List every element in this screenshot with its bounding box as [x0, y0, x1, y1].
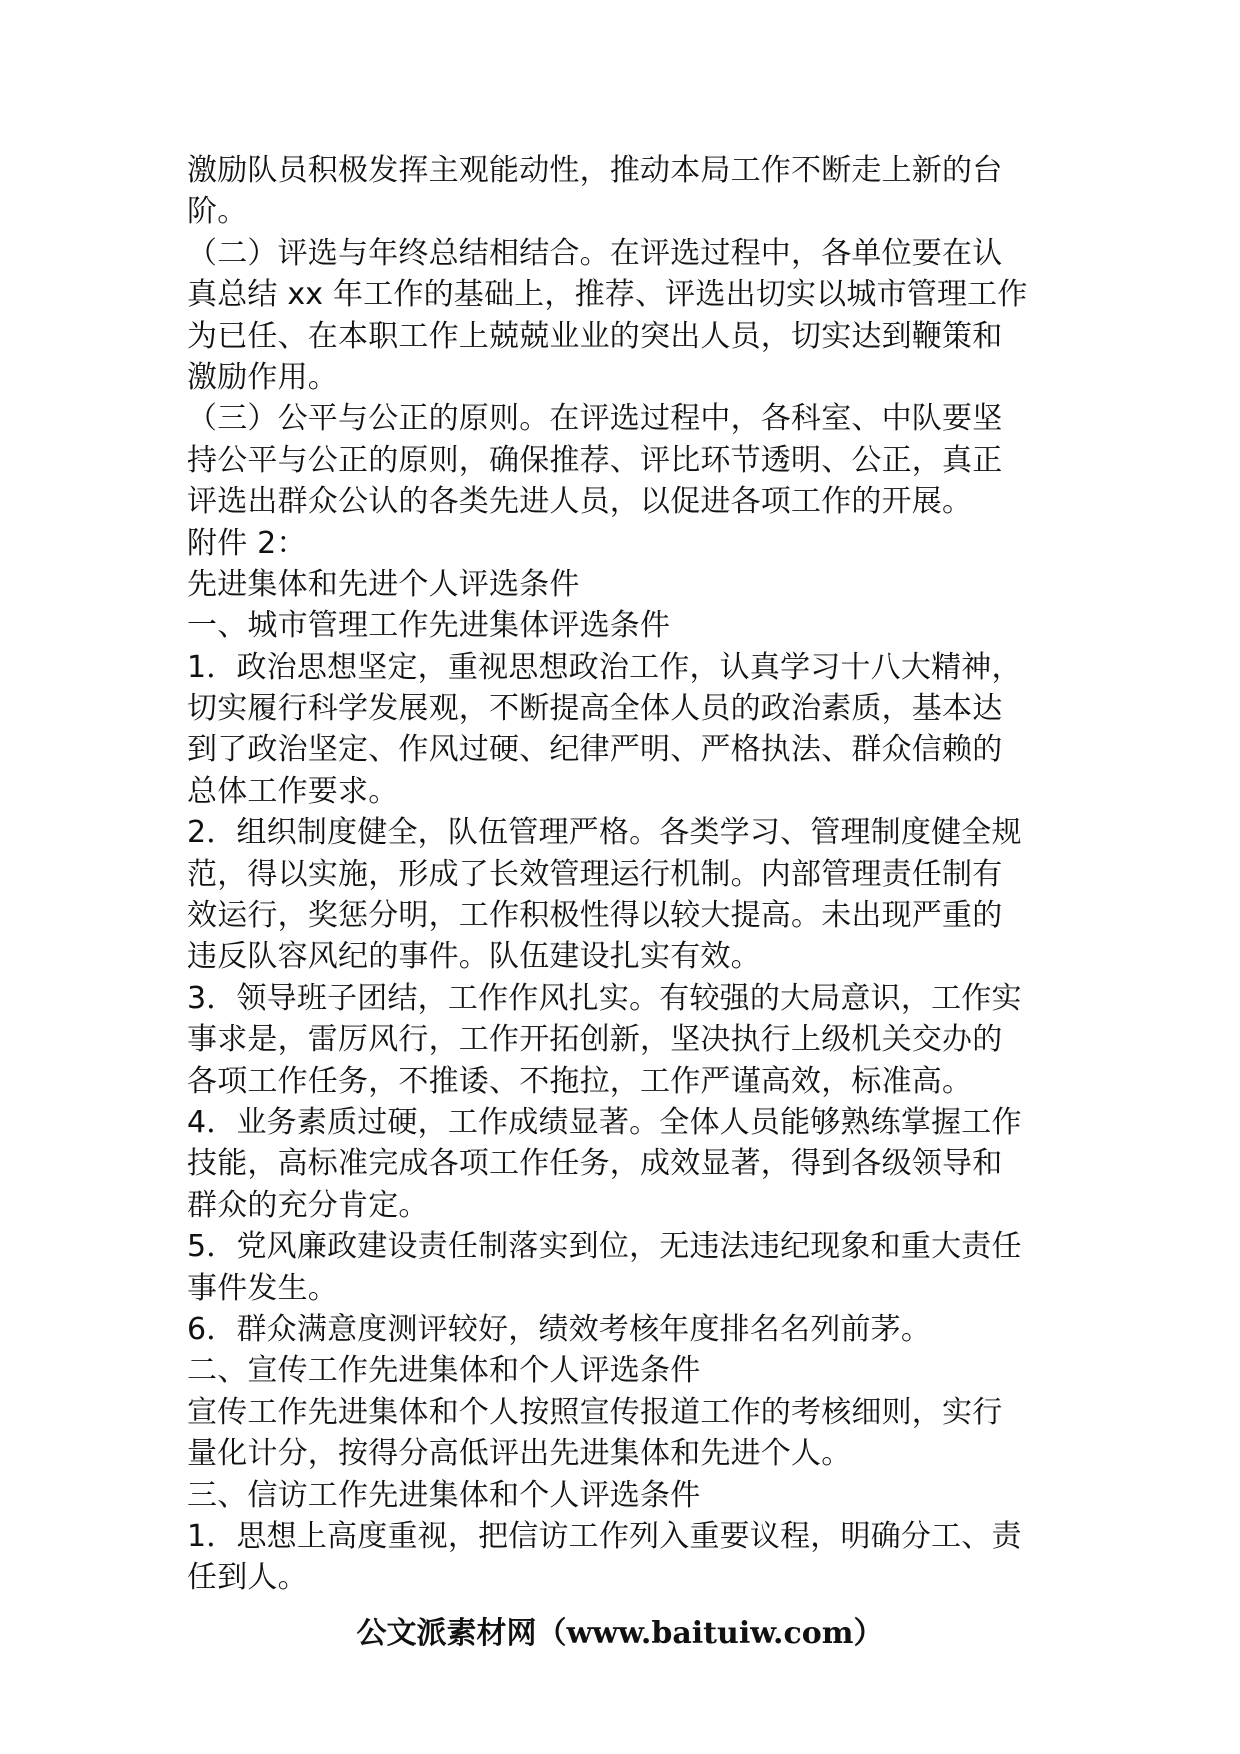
text-line: （三）公平与公正的原则。在评选过程中，各科室、中队要坚	[187, 401, 1003, 437]
text-line: 1．政治思想坚定，重视思想政治工作，认真学习十八大精神，	[187, 649, 1022, 685]
text-line: 技能，高标准完成各项工作任务，成效显著，得到各级领导和	[187, 1146, 1003, 1182]
text-line: 激励队员积极发挥主观能动性，推动本局工作不断走上新的台	[187, 153, 1003, 188]
footer-watermark: 公文派素材网（www.baituiw.com）	[356, 1616, 884, 1651]
text-line: 到了政治坚定、作风过硬、纪律严明、严格执法、群众信赖的	[187, 732, 1003, 768]
text-line: 为已任、在本职工作上兢兢业业的突出人员，切实达到鞭策和	[187, 318, 1003, 354]
text-line: 4．业务素质过硬，工作成绩显著。全体人员能够熟练掌握工作	[187, 1104, 1022, 1140]
text-line: 事件发生。	[187, 1270, 338, 1306]
text-line: 效运行，奖惩分明，工作积极性得以较大提高。未出现严重的	[187, 898, 1003, 934]
text-line: 事求是，雷厉风行，工作开拓创新，坚决执行上级机关交办的	[187, 1022, 1003, 1058]
section-heading: 一、城市管理工作先进集体评选条件	[187, 608, 671, 644]
text-line: 总体工作要求。	[187, 773, 399, 809]
attachment-label: 附件 2：	[187, 525, 307, 561]
text-line: 量化计分，按得分高低评出先进集体和先进个人。	[187, 1436, 852, 1472]
text-line: 范，得以实施，形成了长效管理运行机制。内部管理责任制有	[187, 856, 1003, 892]
text-line: 宣传工作先进集体和个人按照宣传报道工作的考核细则，实行	[187, 1394, 1003, 1430]
text-line: 阶。	[187, 194, 248, 230]
text-line: 评选出群众公认的各类先进人员，以促进各项工作的开展。	[187, 484, 973, 520]
text-line: 3．领导班子团结，工作作风扎实。有较强的大局意识，工作实	[187, 980, 1022, 1016]
text-line: 激励作用。	[187, 359, 338, 395]
text-line: 6．群众满意度测评较好，绩效考核年度排名名列前茅。	[187, 1311, 932, 1347]
text-line: 真总结 xx 年工作的基础上，推荐、评选出切实以城市管理工作	[187, 277, 1028, 313]
text-line: 群众的充分肯定。	[187, 1187, 429, 1223]
section-title: 先进集体和先进个人评选条件	[187, 566, 580, 602]
text-line: 各项工作任务，不推诿、不拖拉，工作严谨高效，标准高。	[187, 1063, 973, 1099]
text-line: （二）评选与年终总结相结合。在评选过程中，各单位要在认	[187, 235, 1003, 271]
text-line: 1．思想上高度重视，把信访工作列入重要议程，明确分工、责	[187, 1518, 1022, 1554]
text-line: 违反队容风纪的事件。队伍建设扎实有效。	[187, 939, 761, 975]
text-line: 5．党风廉政建设责任制落实到位，无违法违纪现象和重大责任	[187, 1229, 1022, 1265]
text-line: 2．组织制度健全，队伍管理严格。各类学习、管理制度健全规	[187, 815, 1022, 851]
text-line: 持公平与公正的原则，确保推荐、评比环节透明、公正，真正	[187, 442, 1003, 478]
text-line: 任到人。	[187, 1560, 308, 1596]
section-heading: 二、宣传工作先进集体和个人评选条件	[187, 1353, 701, 1389]
text-line: 切实履行科学发展观，不断提高全体人员的政治素质，基本达	[187, 691, 1003, 727]
document-body	[187, 150, 1067, 1599]
section-heading: 三、信访工作先进集体和个人评选条件	[187, 1477, 701, 1513]
